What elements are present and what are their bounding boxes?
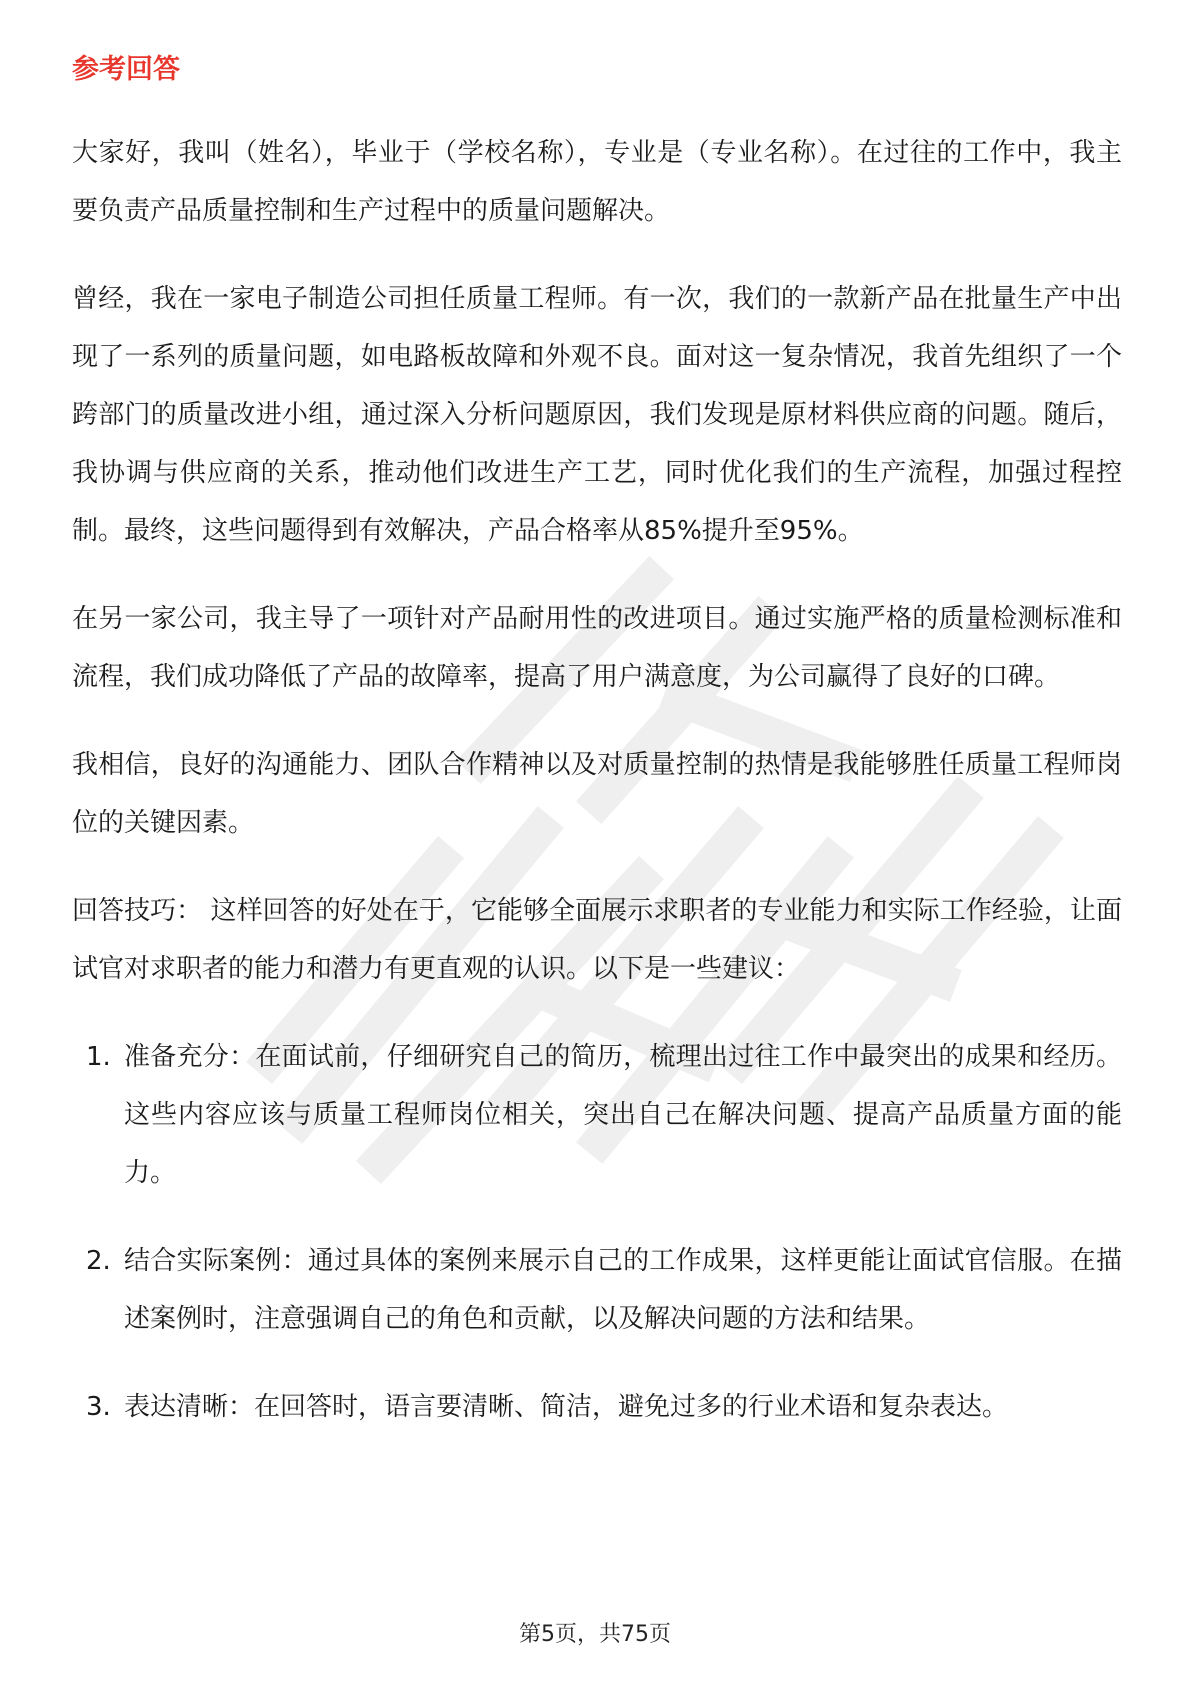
paragraph-experience-2: 在另一家公司，我主导了一项针对产品耐用性的改进项目。通过实施严格的质量检测标准和流程，我们成功降低了产品的故障率，提高了用户满意度，为公司赢得了良好的口碑。 bbox=[72, 604, 1122, 692]
list-text: 表达清晰：在回答时，语言要清晰、简洁，避免过多的行业术语和复杂表达。 bbox=[124, 1392, 1009, 1422]
list-number: 2. bbox=[86, 1246, 111, 1276]
paragraph-conclusion: 我相信，良好的沟通能力、团队合作精神以及对质量控制的热情是我能够胜任质量工程师岗位的关键因素。 bbox=[72, 750, 1122, 838]
paragraph-experience-1: 曾经，我在一家电子制造公司担任质量工程师。有一次，我们的一款新产品在批量生产中出现了一系列的质量问题，如电路板故障和外观不良。面对这一复杂情况，我首先组织了一个跨部门的质量改进小组，通过深入分析问题原因，我们发现是原材料供应商的问题。随后，我协调与供应商的关系，推动他们改进生产工艺，同时优化我们的生产流程，加强过程控制。最终，这些问题得到有效解决，产品合格率从85%提升至95%。 bbox=[72, 284, 1122, 546]
page-footer: 第5页，共75页 bbox=[519, 1622, 671, 1647]
section-heading: 参考回答 bbox=[72, 54, 180, 85]
tips-list bbox=[72, 1028, 1122, 1436]
paragraph-tips: 回答技巧： 这样回答的好处在于，它能够全面展示求职者的专业能力和实际工作经验，让面试官对求职者的能力和潜力有更直观的认识。以下是一些建议： bbox=[72, 896, 1122, 984]
list-item bbox=[72, 1028, 1122, 1202]
list-item bbox=[72, 1232, 1122, 1348]
list-item bbox=[72, 1378, 1122, 1436]
list-text: 准备充分：在面试前，仔细研究自己的简历，梳理出过往工作中最突出的成果和经历。这些内容应该与质量工程师岗位相关，突出自己在解决问题、提高产品质量方面的能力。 bbox=[124, 1042, 1122, 1188]
list-number: 3. bbox=[86, 1392, 111, 1422]
list-number: 1. bbox=[86, 1042, 111, 1072]
paragraph-intro: 大家好，我叫（姓名），毕业于（学校名称），专业是（专业名称）。在过往的工作中，我主要负责产品质量控制和生产过程中的质量问题解决。 bbox=[72, 138, 1122, 226]
list-text: 结合实际案例：通过具体的案例来展示自己的工作成果，这样更能让面试官信服。在描述案例时，注意强调自己的角色和贡献，以及解决问题的方法和结果。 bbox=[124, 1246, 1122, 1334]
document-body bbox=[72, 50, 1122, 1466]
